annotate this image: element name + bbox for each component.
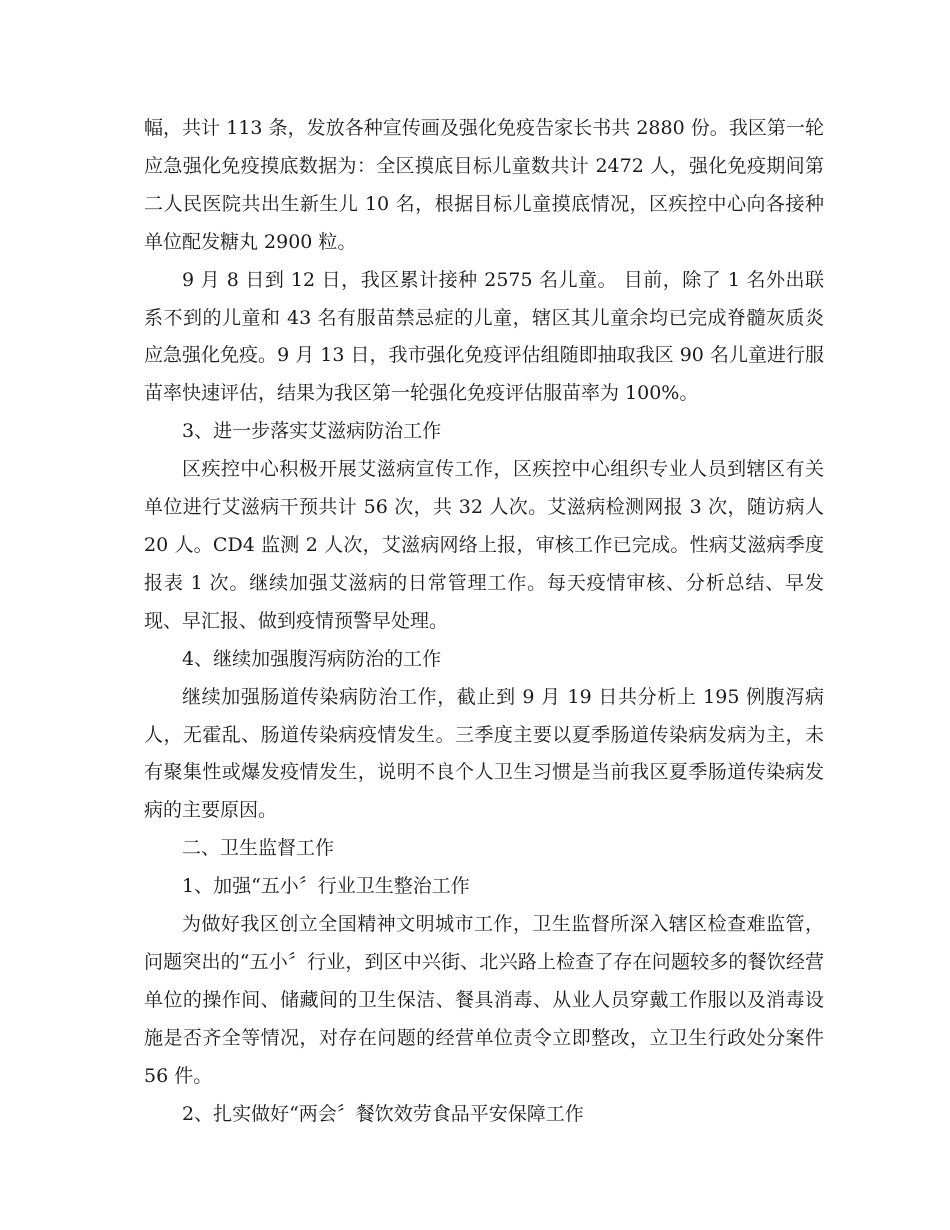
heading-aids-prevention: 3、进一步落实艾滋病防治工作 xyxy=(182,420,442,443)
paragraph-campaign-summary: 幅，共计 113 条，发放各种宣传画及强化免疫告家长书共 2880 份。我区第一轮应急强化免疫摸底数据为：全区摸底目标儿童数共计 2472 人，强化免疫期间第二人民医院共出生新生儿 10 名，根据目标儿童摸底情况，区疾控中心向各接种单位配发糖丸 2900 粒。 xyxy=(144,117,824,253)
paragraph-intestinal-diseases: 继续加强肠道传染病防治工作，截止到 9 月 19 日共分析上 195 例腹泻病人，无霍乱、肠道传染病疫情发生。三季度主要以夏季肠道传染病发病为主，未有聚集性或爆发疫情发生，说明不良个人卫生习惯是当前我区夏季肠道传染病发病的主要原因。 xyxy=(144,685,824,822)
paragraph-inspection-work: 为做好我区创立全国精神文明城市工作，卫生监督所深入辖区检查难监管，问题突出的“五小〞行业，到区中兴街、北兴路上检查了存在问题较多的餐饮经营单位的操作间、储藏间的卫生保洁、餐具消毒、从业人员穿戴工作服以及消毒设施是否齐全等情况，对存在问题的经营单位责令立即整改，立卫生行政处分案件 56 件。 xyxy=(144,913,824,1087)
heading-health-supervision: 二、卫生监督工作 xyxy=(182,837,335,860)
heading-two-sessions-food-safety: 2、扎实做好“两会〞餐饮效劳食品平安保障工作 xyxy=(182,1102,584,1125)
paragraph-vaccination-results: 9 月 8 日到 12 日，我区累计接种 2575 名儿童。 目前，除了 1 名外出联系不到的儿童和 43 名有服苗禁忌症的儿童，辖区其儿童余均已完成脊髓灰质炎应急强化免疫。9 月 13 日，我市强化免疫评估组随即抽取我区 90 名儿童进行服苗率快速评估，结果为我区第一轮强化免疫评估服苗率为 100%。 xyxy=(144,268,824,405)
paragraph-aids-work: 区疾控中心积极开展艾滋病宣传工作，区疾控中心组织专业人员到辖区有关单位进行艾滋病干预共计 56 次，共 32 人次。艾滋病检测网报 3 次，随访病人 20 人。CD4 监测 2 人次，艾滋病网络上报，审核工作已完成。性病艾滋病季度报表 1 次。继续加强艾滋病的日常管理工作。每天疫情审核、分析总结、早发现、早汇报、做到疫情预警早处理。 xyxy=(144,458,824,632)
heading-diarrhea-prevention: 4、继续加强腹泻病防治的工作 xyxy=(182,647,442,670)
document-body xyxy=(144,110,824,1133)
heading-five-small-industries: 1、加强“五小〞行业卫生整治工作 xyxy=(182,875,470,898)
